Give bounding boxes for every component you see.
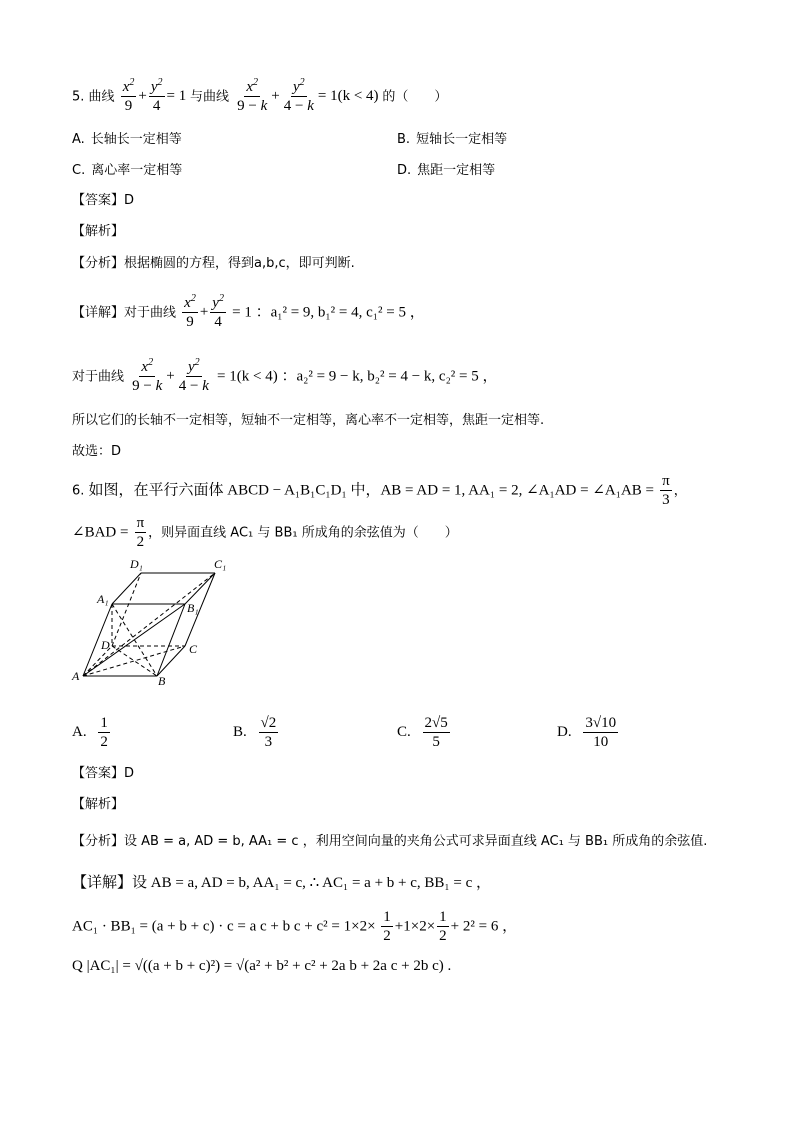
frac-den: 10: [593, 734, 609, 750]
label-a: A: [72, 669, 80, 683]
q5-option-a: [72, 130, 182, 150]
q6-option-b: [233, 716, 280, 750]
q5-stem-post: 的（ ）: [382, 89, 448, 105]
edge-dd1: [112, 573, 141, 646]
frac-den: 5: [432, 734, 440, 750]
detail2-end: + 2² = 6 ，: [450, 918, 518, 935]
q5-curve1: $\frac{x^2}{9}$ + $\frac{y^2}{4}$ = 1: [122, 77, 190, 114]
option-label: C.: [397, 724, 411, 741]
q5-analysis: 【分析】根据椭圆的方程，得到a,b,c，即可判断.: [72, 256, 355, 271]
option-text: 离心率一定相等: [91, 163, 183, 178]
q6-stem-end: ，: [673, 483, 687, 499]
q5-detail-line1: 【详解】对于曲线 $\frac{x^2}{9}$ + $\frac{y^2}{4}$ = 1 ：a₁² = 9, b₁² = 4, c₁² = 5 ，: [72, 293, 425, 330]
label-d1: D₁: [130, 557, 143, 571]
frac-den: 3: [264, 734, 273, 750]
q6-stem-line1: [72, 474, 687, 508]
q6-stem-line2: [72, 516, 458, 550]
option-text: 长轴长一定相等: [90, 132, 182, 147]
option-text: 焦距一定相等: [417, 163, 496, 178]
option-label: C.: [72, 163, 86, 178]
q6-option-d: [557, 716, 620, 750]
label-a1: A₁: [97, 592, 109, 606]
frac-num: 2√5: [424, 715, 448, 731]
q5-stem: [72, 77, 448, 114]
q5-analysis-head: 【解析】: [72, 224, 125, 239]
detail2-mid: +1×2×: [394, 918, 436, 935]
detail-prefix: 【详解】对于曲线: [72, 305, 177, 321]
frac-num: π: [136, 515, 145, 531]
detail-eq1: = 1 ：a₁² = 9, b₁² = 4, c₁² = 5 ，: [232, 304, 425, 321]
q5-option-b: [397, 130, 507, 150]
q5-cond: = 1(k < 4): [317, 88, 379, 105]
frac-num: 1: [100, 715, 108, 731]
frac-den: 3: [662, 492, 670, 508]
detail-eq2: = 1(k < 4) ：a₂² = 9 − k, b₂² = 4 − k, c₂² = 5 ，: [217, 368, 498, 385]
label-b1: B₁: [187, 601, 199, 615]
frac-pi-3: [660, 474, 672, 508]
q5-mid: 与曲线: [189, 89, 229, 105]
frac-den: 2: [100, 734, 108, 750]
q5-detail-line2: 对于曲线 $\frac{x^2}{9 - k}$ + $\frac{y^2}{4 - k}$ = 1(k < 4) ：a₂² = 9 − k, b₂² = 4 − k, c₂² = 5 ，: [72, 357, 498, 394]
option-label: D.: [557, 724, 572, 741]
dash-db: [112, 646, 157, 676]
q6-detail-line1: 【详解】设 AB = a, AD = b, AA₁ = c, ∴ AC₁ = a + b + c, BB₁ = c ，: [72, 875, 492, 891]
label-b: B: [158, 674, 166, 686]
q6-number: 6.: [72, 483, 85, 499]
q6-option-a: [72, 716, 112, 750]
q5-number: 5.: [72, 89, 85, 105]
frac-den: 2: [136, 534, 145, 550]
q5-stem-pre: 曲线: [88, 89, 115, 105]
q5-curve2: $\frac{x^2}{9 - k}$ + $\frac{y^2}{4 - k}$ = 1(k < 4): [237, 77, 379, 114]
option-label: B.: [233, 724, 247, 741]
q6-analysis-head: 【解析】: [72, 797, 125, 812]
label-d: D: [101, 638, 110, 652]
diag-ac1: [83, 573, 215, 676]
frac-num: √2: [260, 715, 277, 731]
q6-stem-post: ，则异面直线 AC₁ 与 BB₁ 所成角的余弦值为（ ）: [148, 525, 458, 541]
frac-pi-2: [135, 516, 147, 550]
q6-stem-text: 如图，在平行六面体 ABCD − A₁B₁C₁D₁ 中，AB = AD = 1, AA₁ = 2, ∠A₁AD = ∠A₁AB =: [88, 482, 654, 499]
q6-analysis: 【分析】设 AB = a, AD = b, AA₁ = c ，利用空间向量的夹角公式可求异面直线 AC₁ 与 BB₁ 所成角的余弦值.: [72, 834, 708, 849]
detail2-text: AC₁ · BB₁ = (a + b + c) · c = a c + b c + c² = 1×2×: [72, 918, 376, 935]
frac-num: 3√10: [585, 715, 617, 731]
option-text: 短轴长一定相等: [416, 132, 508, 147]
edge-a1d1: [112, 573, 141, 604]
frac-num: π: [662, 473, 670, 489]
detail-prefix2: 对于曲线: [72, 369, 125, 385]
parallelepiped-figure: [70, 556, 240, 686]
option-label: B.: [397, 132, 411, 147]
q6-answer: 【答案】D: [72, 766, 135, 781]
q6-detail-line3: Q |AC₁| = √((a + b + c)²) = √(a² + b² + c² + 2a b + 2a c + 2b c) .: [72, 958, 452, 974]
edge-b1c1: [185, 573, 215, 604]
q5-option-d: [397, 161, 495, 181]
label-c: C: [189, 642, 198, 656]
q6-detail-line2: AC₁ · BB₁ = (a + b + c) · c = a c + b c + c² = 1×2× $\frac{1}{2}$ +1×2× $\frac{1}{2}$ + 2² = 6 ，: [72, 909, 518, 944]
label-c1: C₁: [214, 557, 227, 571]
option-label: A.: [72, 132, 85, 147]
q5-choice: 故选：D: [72, 444, 122, 459]
diag-ac: [83, 646, 185, 676]
option-label: A.: [72, 724, 87, 741]
q5-conclusion: 所以它们的长轴不一定相等，短轴不一定相等，离心率不一定相等，焦距一定相等.: [72, 413, 545, 428]
q6-angle-bad: ∠BAD =: [72, 524, 129, 541]
option-label: D.: [397, 163, 412, 178]
q5-option-c: [72, 161, 182, 181]
q5-answer: 【答案】D: [72, 193, 135, 208]
q6-option-c: [397, 716, 452, 750]
